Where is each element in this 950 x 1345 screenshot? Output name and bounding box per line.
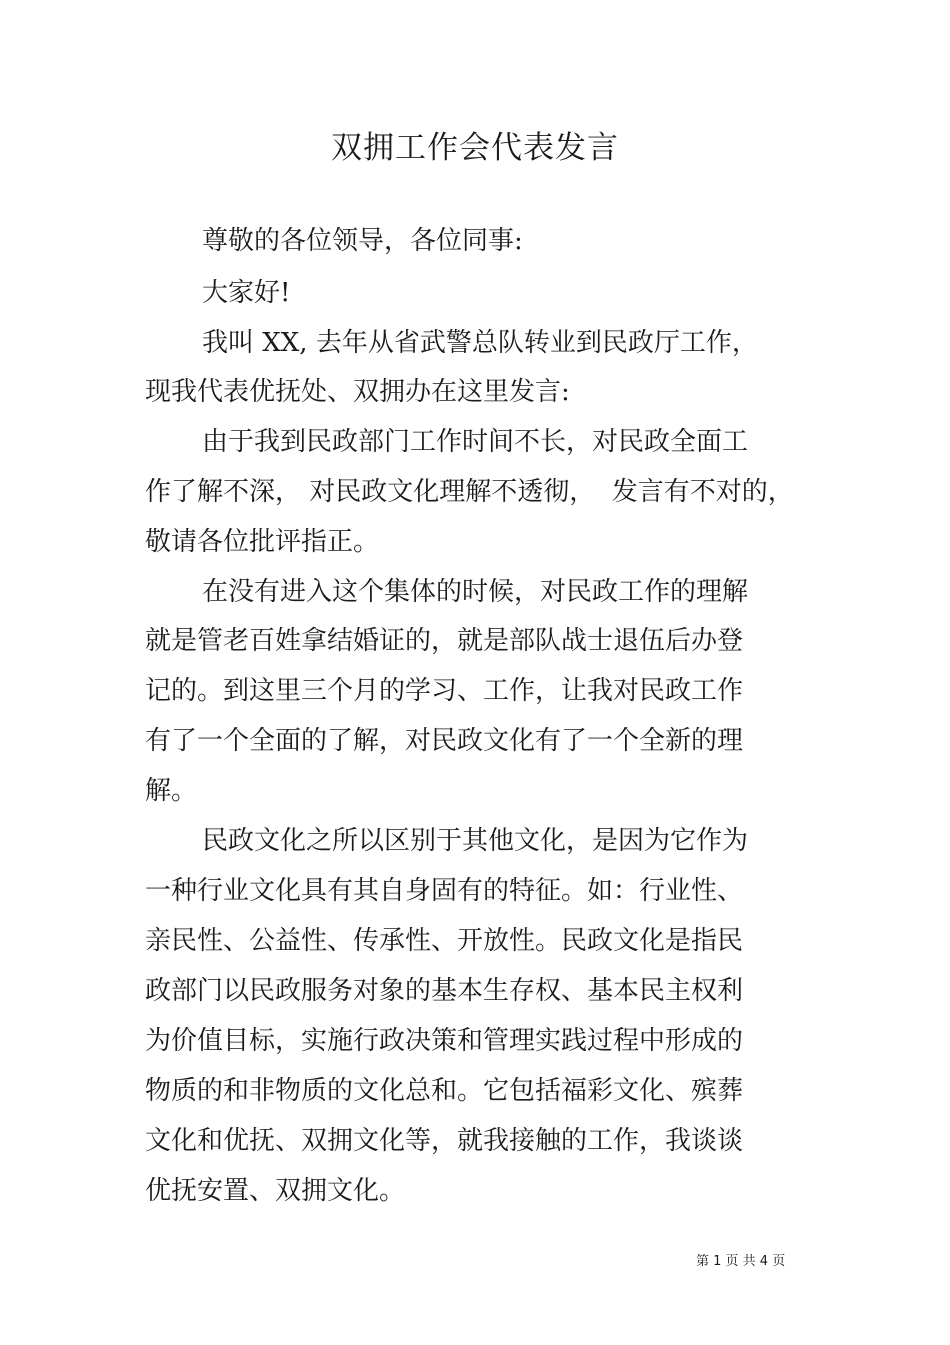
paragraph-line: 由于我到民政部门工作时间不长，对民政全面工 <box>202 427 749 457</box>
page-number: 第 1 页 共 4 页 <box>696 1254 786 1269</box>
paragraph-line: 现我代表优抚处、双拥办在这里发言: <box>145 377 570 407</box>
paragraph-line: 一种行业文化具有其自身固有的特征。如：行业性、 <box>145 876 744 906</box>
paragraph-line: 文化和优抚、双拥文化等，就我接触的工作，我谈谈 <box>145 1126 744 1156</box>
document-title: 双拥工作会代表发言 <box>331 130 619 166</box>
paragraph-line: 物质的和非物质的文化总和。它包括福彩文化、殡葬 <box>145 1076 744 1106</box>
paragraph-line: 政部门以民政服务对象的基本生存权、基本民主权利 <box>145 976 744 1006</box>
salutation: 尊敬的各位领导，各位同事: <box>202 226 523 256</box>
paragraph-line: 就是管老百姓拿结婚证的，就是部队战士退伍后办登 <box>145 626 744 656</box>
paragraph-line: 优抚安置、双拥文化。 <box>145 1176 406 1206</box>
paragraph-line: 我叫 XX, 去年从省武警总队转业到民政厅工作， <box>202 328 758 358</box>
greeting: 大家好! <box>202 278 291 308</box>
paragraph-line: 为价值目标，实施行政决策和管理实践过程中形成的 <box>145 1026 744 1056</box>
paragraph-line: 有了一个全面的了解，对民政文化有了一个全新的理 <box>145 726 744 756</box>
paragraph-line: 在没有进入这个集体的时候，对民政工作的理解 <box>202 577 749 607</box>
paragraph-line: 记的。到这里三个月的学习、工作，让我对民政工作 <box>145 676 744 706</box>
paragraph-line: 亲民性、公益性、传承性、开放性。民政文化是指民 <box>145 926 744 956</box>
paragraph-line: 作了解不深， 对民政文化理解不透彻， 发言有不对的， <box>145 477 794 507</box>
paragraph-line: 民政文化之所以区别于其他文化，是因为它作为 <box>202 826 749 856</box>
paragraph-line: 解。 <box>145 776 198 806</box>
paragraph-line: 敬请各位批评指正。 <box>145 527 380 557</box>
